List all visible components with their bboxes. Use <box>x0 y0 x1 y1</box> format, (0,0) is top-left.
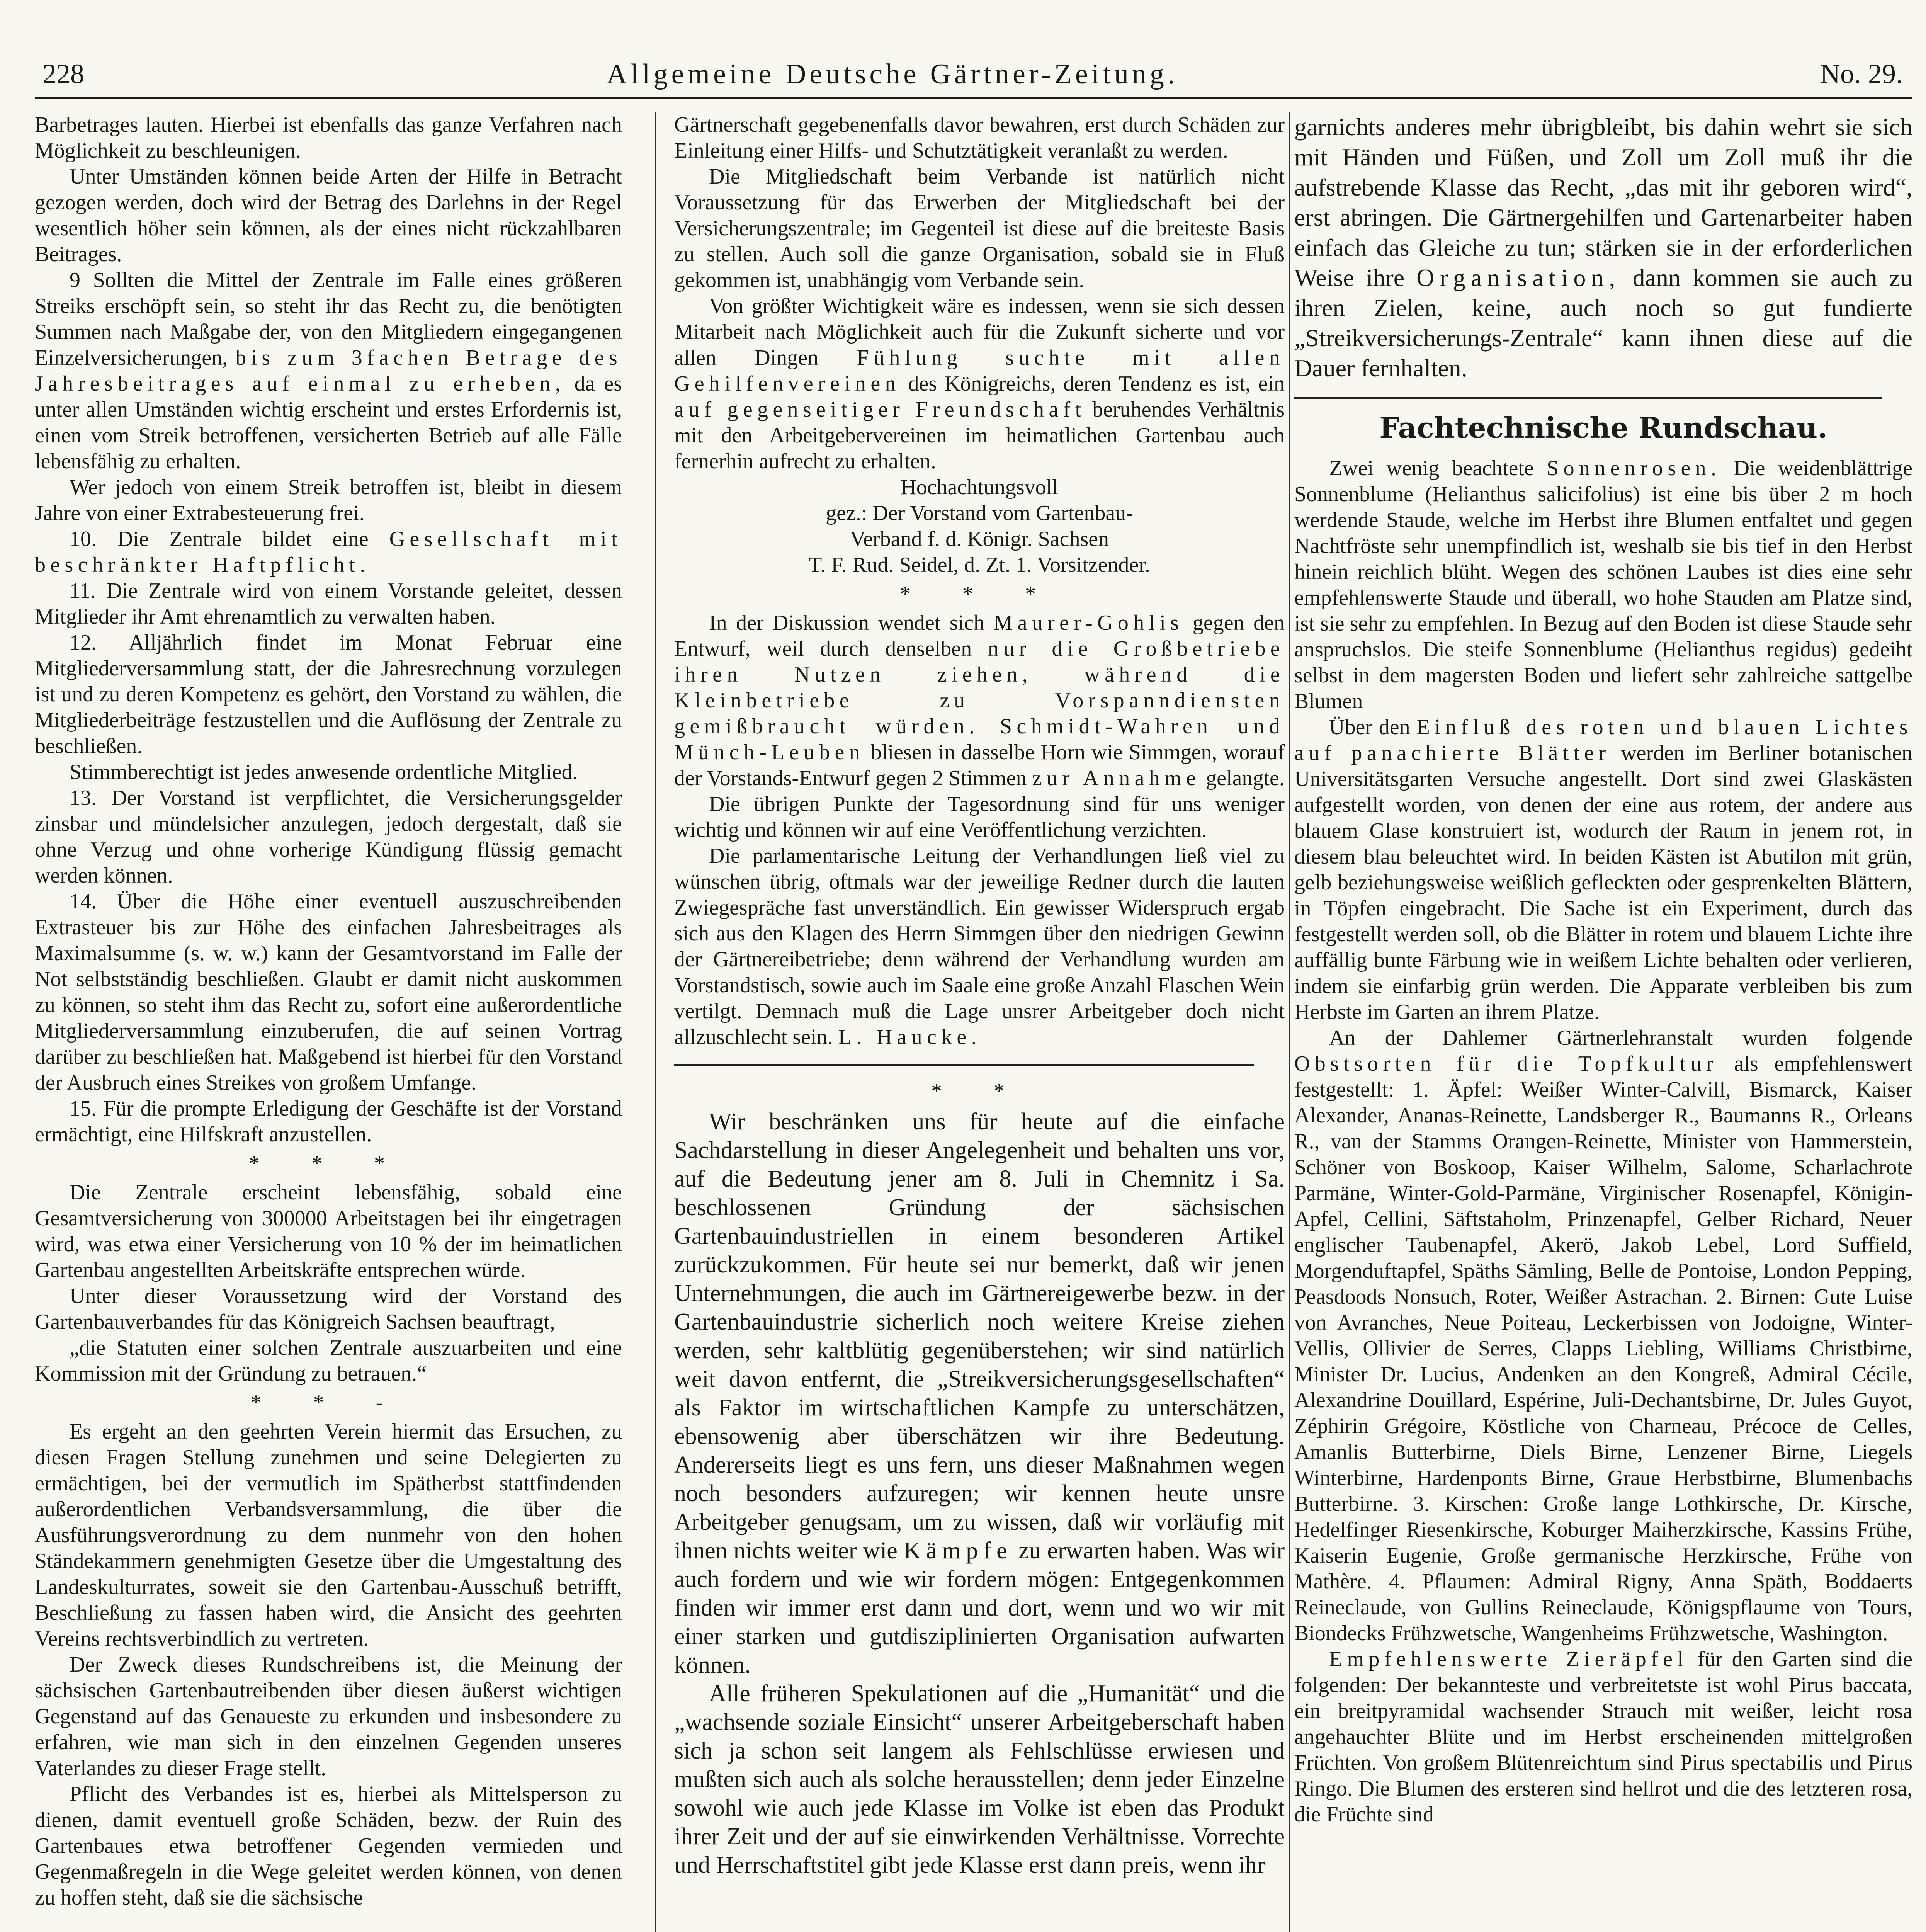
text-run: gelangte. <box>1206 766 1285 790</box>
paragraph: Unter dieser Voraussetzung wird der Vorstand des Gartenbauverbandes für das Königreich Sachsen beauftragt, <box>35 1284 622 1334</box>
column-3 <box>1294 112 1912 1932</box>
paragraph: 11. Die Zentrale wird von einem Vorstande geleitet, dessen Mitglieder ihr Amt ehrenamtlich zu verwalten haben. <box>35 579 622 629</box>
spaced-emphasis: Maurer-Gohlis <box>993 611 1184 635</box>
section-separator: * * * <box>900 582 1059 606</box>
signature-line: gez.: Der Vorstand vom Gartenbau- <box>826 501 1133 525</box>
page-header <box>35 54 1912 99</box>
text-run: Zwei wenig beachtete <box>1329 456 1534 480</box>
text-run: An der Dahlemer Gärtnerlehranstalt wurden folgende <box>1329 1026 1912 1050</box>
running-title: Allgemeine Deutsche Gärtner-Zeitung. <box>607 58 1178 90</box>
paragraph <box>1294 1025 1912 1646</box>
paragraph <box>1294 714 1912 1025</box>
section-divider <box>1294 397 1882 399</box>
paragraph: Gärtnerschaft gegebenenfalls davor bewahren, erst durch Schäden zur Einleitung einer Hilfs- und Schutztätigkeit veranlaßt zu werden. <box>674 113 1285 163</box>
paragraph: Pflicht des Verbandes ist es, hierbei als Mittelsperson zu dienen, damit eventuell große Schäden, bezw. der Ruin des Gartenbaues etwa betroffener Gegenden vermieden und Gegenmaßregeln in die Wege geleitet werden können, von denen zu hoffen steht, daß sie die sächsische <box>35 1782 622 1910</box>
paragraph <box>674 843 1285 1050</box>
paragraph: 15. Für die prompte Erledigung der Geschäfte ist der Vorstand ermächtigt, eine Hilfskraft anzustellen. <box>35 1097 622 1146</box>
text-run: 9 Sollten die Mittel der Zentrale im Falle eines größeren Streiks erschöpft sein, so steht ihr das Recht zu, die benötigten Summen nach Maßgabe der, von den Mitgliedern eingegangenen Einzelversicherungen, <box>35 268 622 370</box>
column-rule <box>1289 112 1290 1932</box>
text-run: da es unter allen Umständen wichtig erscheint und erstes Erfordernis ist, einen vom Streik betroffenen, versicherten Betrieb auf alle Fälle lebensfähig zu erhalten. <box>35 372 622 473</box>
paragraph: Alle früheren Spekulationen auf die „Humanität“ und die „wachsende soziale Einsicht“ unserer Arbeitgeberschaft haben sich ja schon seit langem als Fehlschlüsse erwiesen und mußten sich auch als solche herausstellen; denn jeder Einzelne sowohl wie auch jede Klasse im Volke ist eben das Produkt ihrer Zeit und der auf sie einwirkenden Verhältnisse. Vorrechte und Herrschaftstitel gibt jede Klasse erst dann preis, wenn ihr <box>674 1680 1285 1878</box>
issue-number: No. 29. <box>1820 58 1903 89</box>
spaced-emphasis: Schmidt-Wahren und Münch-Leuben <box>674 714 1285 764</box>
spaced-emphasis: auf gegenseitiger Freundschaft <box>674 398 1086 422</box>
text-run: Die parlamentarische Leitung der Verhandlungen ließ viel zu wünschen übrig, oftmals war der jeweilige Redner durch die lauten Zwiegespräche fast unverständlich. Ein gewisser Widerspruch ergab sich aus den Klagen des Herrn Simmgen über den niedrigen Gewinn der Gärtnereibetriebe; denn während der Verhandlung wurden am Vorstandstisch, sowie auch im Saale eine große Anzahl Flaschen Wein vertilgt. Demnach muß die Lage unsrer Arbeitgeber doch nicht allzuschlecht sein. <box>674 844 1285 1049</box>
column-2 <box>674 112 1285 1932</box>
spaced-emphasis: nur die Großbetriebe ihren Nutzen ziehen, während die Kleinbetriebe zu Vorspanndiensten gemißbraucht würden. <box>674 637 1285 738</box>
paragraph: Barbetrages lauten. Hierbei ist ebenfalls das ganze Verfahren nach Möglichkeit zu beschleunigen. <box>35 113 622 163</box>
paragraph: Die übrigen Punkte der Tagesordnung sind für uns weniger wichtig und können wir auf eine Veröffentlichung verzichten. <box>674 792 1285 842</box>
text-run: zu erwarten haben. Was wir auch fordern und wie wir fordern mögen: Entgegenkommen finden wir immer erst dann und dort, wenn und wo wir mit einer starken und gutdisziplinierten Organisation aufwarten können. <box>674 1537 1285 1678</box>
paragraph <box>674 293 1285 474</box>
text-run: In der Diskussion wendet sich <box>709 611 985 635</box>
page-number: 228 <box>42 58 84 89</box>
text-run: Über den <box>1329 715 1410 739</box>
text-run: beruhendes Verhältnis mit den Arbeitgebervereinen im heimatlichen Gartenbau auch fernerhin aufrecht zu erhalten. <box>674 398 1285 473</box>
closing-greeting: Hochachtungsvoll <box>901 475 1058 499</box>
spaced-emphasis: Empfehlenswerte Zieräpfel <box>1329 1647 1688 1671</box>
text-run: für den Garten sind die folgenden: Der bekannteste und verbreitetste ist wohl Pirus baccata, ein breitpyramidal wachsender Strauch mit weißer, leicht rosa angehauchter Blüte und im Herbst erscheinenden mittelgroßen Früchten. Von großem Blütenreichtum sind Pirus spectabilis und Pirus Ringo. Die Blumen des ersteren sind hellrot und die des letzteren rosa, die Früchte sind <box>1294 1647 1912 1827</box>
paragraph: Wer jedoch von einem Streik betroffen ist, bleibt in diesem Jahre von einer Extrabesteuerung frei. <box>35 475 622 525</box>
paragraph: 14. Über die Höhe einer eventuell auszuschreibenden Extrasteuer bis zur Höhe des einfachen Jahresbeitrages als Maximalsumme (s. w. w.) kann der Gesamtvorstand im Falle der Not selbstständig beschließen. Glaubt er damit nicht auskommen zu können, so steht ihm das Recht zu, sofort eine außerordentliche Mitgliederversammlung einzuberufen, die auf seinen Vortrag darüber zu beschließen hat. Maßgebend ist hierbei für den Vorstand der Ausbruch eines Streikes von großem Umfange. <box>35 889 622 1095</box>
paragraph <box>674 610 1285 791</box>
spaced-emphasis: Kämpfe <box>903 1537 1013 1564</box>
spaced-emphasis: Obstsorten für die Topfkultur <box>1294 1052 1718 1076</box>
paragraph <box>35 267 622 474</box>
paragraph <box>35 526 622 578</box>
text-run: garnichts anderes mehr übrigbleibt, bis dahin wehrt sie sich mit Händen und Füßen, und Zoll um Zoll muß ihr die aufstrebende Klasse das Recht, „das mit ihr geboren wird“, erst abringen. Die Gärtnergehilfen und Gartenarbeiter haben einfach das Gleiche zu tun; stärken sie in der erforderlichen Weise ihre <box>1294 113 1912 291</box>
spaced-emphasis: Sonnenrosen. <box>1547 456 1721 480</box>
text-run: Von größter Wichtigkeit wäre es indessen, wenn sie sich dessen Mitarbeit nach Möglichkeit auch für die Zukunft sicherte und vor allen Dingen <box>674 294 1285 370</box>
paragraph <box>1294 456 1912 714</box>
column-1 <box>35 112 622 1932</box>
section-separator: * * - <box>250 1391 406 1415</box>
section-heading: Fachtechnische Rundschau. <box>1379 412 1827 445</box>
spaced-emphasis: Fühlung suchte mit allen Gehilfenvereinen <box>674 346 1285 396</box>
spaced-emphasis: Gesellschaft mit beschränkter Haftpflicht. <box>35 527 622 577</box>
section-separator: * * * <box>249 1151 408 1175</box>
paragraph: Unter Umständen können beide Arten der Hilfe in Betracht gezogen werden, doch wird der Betrag des Darlehns in der Regel wesentlich höher sein können, als der eines nicht rückzahlbaren Beitrages. <box>35 165 622 266</box>
text-run: dann kommen sie auch zu ihren Zielen, keine, auch noch so gut fundierte „Streikversicherungs-Zentrale“ kann ihnen diese auf die Dauer fernhalten. <box>1294 264 1912 382</box>
text-run: Die weidenblättrige Sonnenblume (Helianthus salicifolius) ist eine bis über 2 m hoch werdende Staude, welche im Herbst ihre Blumen entfaltet und gegen Nachtfröste sehr unempfindlich ist, weshalb sie bis tief in den Herbst hinein reichlich blüht. Wegen des schönen Laubes ist dies eine sehr empfehlenswerte Staude und überall, wo hohe Stauden am Platze sind, ist sie sehr zu empfehlen. In Bezug auf den Boden ist diese Staude sehr anspruchslos. Die steife Sonnenblume (Helianthus regidus) gedeiht selbst in dem magersten Boden und liefert sehr zahlreiche sattgelbe Blumen <box>1294 456 1912 713</box>
spaced-emphasis: Organisation, <box>1416 264 1621 291</box>
text-run: 10. Die Zentrale bildet eine <box>70 527 369 551</box>
paragraph: Die Zentrale erscheint lebensfähig, sobald eine Gesamtversicherung von 300000 Arbeitstagen bei ihr eingetragen wird, was etwa einer Versicherung von 10 % der im heimatlichen Gartenbau angestellten Arbeitskräfte entsprechen würde. <box>35 1180 622 1282</box>
text-run: bliesen in dasselbe Horn wie Simmgen, worauf der Vorstands-Entwurf gegen 2 Stimmen <box>674 740 1285 790</box>
paragraph: Der Zweck dieses Rundschreibens ist, die Meinung der sächsischen Gartenbautreibenden über diesen äußerst wichtigen Gegenstand auf das Genaueste zu erkunden und insbesondere zu erfahren, wie man sich in den einzelnen Gegenden unseres Vaterlandes zu dieser Frage stellt. <box>35 1653 622 1780</box>
signature-line: Verband f. d. Königr. Sachsen <box>850 527 1109 551</box>
signature-line: T. F. Rud. Seidel, d. Zt. 1. Vorsitzender. <box>809 553 1150 577</box>
text-run: gegen den Entwurf, weil durch denselben <box>674 611 1285 661</box>
quoted-resolution: „die Statuten einer solchen Zentrale auszuarbeiten und eine Kommission mit der Gründung zu betrauen.“ <box>35 1336 622 1386</box>
text-run: des Königreichs, deren Tendenz es ist, ein <box>908 372 1285 396</box>
paragraph <box>1294 1646 1912 1828</box>
spaced-emphasis: zur Annahme <box>1032 766 1201 790</box>
section-divider <box>674 1064 1254 1066</box>
author-signature: L. Haucke. <box>838 1025 981 1049</box>
column-rule <box>655 112 656 1932</box>
text-run: als empfehlenswert festgestellt: 1. Äpfel: Weißer Winter-Calvill, Bismarck, Kaiser Alexander, Ananas-Reinette, Landsberger R., Baumanns R., Orleans R., van der Stamms Orangen-Reinette, Minister von Hammerstein, Schöner von Boskoop, Kaiser Wilhelm, Salome, Scharlachrote Parmäne, Winter-Gold-Parmäne, Virginischer Rosenapfel, Königin-Apfel, Cellini, Säftstaholm, Prinzenapfel, Gelber Richard, Neuer englischer Taubenapfel, Akerö, Jakob Lebel, Lord Suffield, Morgenduftapfel, Späths Sämling, Belle de Pontoise, London Pepping, Peasdoods Nonsuch, Roter, Weißer Astrachan. 2. Birnen: Gute Luise von Avranches, Neue Poiteau, Leckerbissen von Jodoigne, Winter-Vellis, Ollivier de Serres, Clapps Liebling, Williams Christbirne, Minister Dr. Lucius, Andenken an den Kongreß, Admiral Cécile, Alexandrine Douillard, Espérine, Juli-Dechantsbirne, Dr. Jules Guyot, Zéphirin Grégoire, Köstliche von Charneau, Précoce de Celles, Amanlis Butterbirne, Diels Birne, Lenzener Birne, Liegels Winterbirne, Hardenponts Birne, Graue Herbstbirne, Blumenbachs Butterbirne. 3. Kirschen: Große lange Lothkirsche, Dr. Kirsche, Hedelfinger Riesenkirsche, Koburger Maiherzkirsche, Kassins Frühe, Kaiserin Eugenie, Große germanische Herzkirsche, Frühe von Mathère. 4. Pflaumen: Admiral Rigny, Anna Späth, Boddaerts Reineclaude, von Gullins Reineclaude, Königspflaume von Tours, Biondecks Frühzwetsche, Wangenheims Frühzwetsche, Washington. <box>1294 1052 1912 1645</box>
spaced-emphasis: bis zum 3fachen Betrage des Jahresbeitrages auf einmal zu erheben, <box>35 346 622 396</box>
spaced-emphasis: Einfluß des roten und blauen Lichtes auf panachierte Blätter <box>1294 715 1912 765</box>
text-run: werden im Berliner botanischen Universitätsgarten Versuche angestellt. Dort sind zwei Glaskästen aufgestellt worden, von denen der eine aus rotem, der andere aus blauem Glase konstruiert ist, wodurch der Raum in jenem rot, in diesem blau beleuchtet wird. In beiden Kästen ist Abutilon mit grün, gelb beziehungsweise weißlich gefleckten oder gesprenkelten Blättern, in Töpfen eingebracht. Die Sache ist ein Experiment, durch das festgestellt werden soll, ob die Blätter in rotem und blauem Lichte ihre auffällig bunte Färbung wie in weißem Lichte behalten oder verlieren, indem sie einfarbig grün werden. Die Apparate verbleiben bis zum Herbste im Garten an ihrem Platze. <box>1294 741 1912 1024</box>
paragraph <box>1294 112 1912 383</box>
paragraph: 12. Alljährlich findet im Monat Februar eine Mitgliederversammlung statt, der die Jahresrechnung vorzulegen ist und zu deren Kompetenz es gehört, den Vorstand zu wählen, die Mitgliederbeiträge festzustellen und die Auflösung der Zentrale zu beschließen. <box>35 631 622 758</box>
section-separator: * * <box>931 1079 1028 1103</box>
paragraph: 13. Der Vorstand ist verpflichtet, die Versicherungsgelder zinsbar und mündelsicher anzulegen, jedoch dergestalt, daß sie ohne Verzug und ohne vorherige Kündigung flüssig gemacht werden können. <box>35 786 622 888</box>
paragraph: Stimmberechtigt ist jedes anwesende ordentliche Mitglied. <box>70 760 578 784</box>
text-run: Wir beschränken uns für heute auf die einfache Sachdarstellung in dieser Angelegenheit und behalten uns vor, auf die Bedeutung jener am 8. Juli in Chemnitz i Sa. beschlossenen Gründung der sächsischen Gartenbauindustriellen in einem besonderen Artikel zurückzukommen. Für heute sei nur bemerkt, daß wir jenen Unternehmungen, die auch im Gärtnereigewerbe bezw. in der Gartenbauindustrie sicherlich noch weitere Kreise ziehen werden, sehr kaltblütig gegenüberstehen; wir sind natürlich weit davon entfernt, die „Streikversicherungsgesellschaften“ als Faktor im wirtschaftlichen Kampfe zu unterschätzen, ebensowenig aber überschätzen wir ihre Bedeutung. Andererseits liegt es uns fern, uns dieser Maßnahmen wegen noch besonders aufzuregen; wir kennen heute unsre Arbeitgeber genugsam, um zu wissen, daß wir vorläufig mit ihnen nichts weiter wie <box>674 1109 1285 1564</box>
paragraph: Die Mitgliedschaft beim Verbande ist natürlich nicht Voraussetzung für das Erwerben der Mitgliedschaft bei der Versicherungszentrale; im Gegenteil ist diese auf die breiteste Basis zu stellen. Auch soll die ganze Organisation, sobald sie in Fluß gekommen ist, unabhängig vom Verbande sein. <box>674 165 1285 292</box>
paragraph: Es ergeht an den geehrten Verein hiermit das Ersuchen, zu diesen Fragen Stellung zunehmen und seine Delegierten zu ermächtigen, bei der vermutlich im Spätherbst stattfindenden außerordentlichen Verbandsversammlung, die über die Ausführungsverordnung zu dem nunmehr von den hohen Ständekammern genehmigten Gesetze über die Umgestaltung des Landeskulturrates, soweit sie den Gartenbau-Ausschuß betrifft, Beschließung zu fassen haben wird, die Ansicht des geehrten Vereins rechtsverbindlich zu vertreten. <box>35 1420 622 1651</box>
paragraph <box>674 1107 1285 1679</box>
